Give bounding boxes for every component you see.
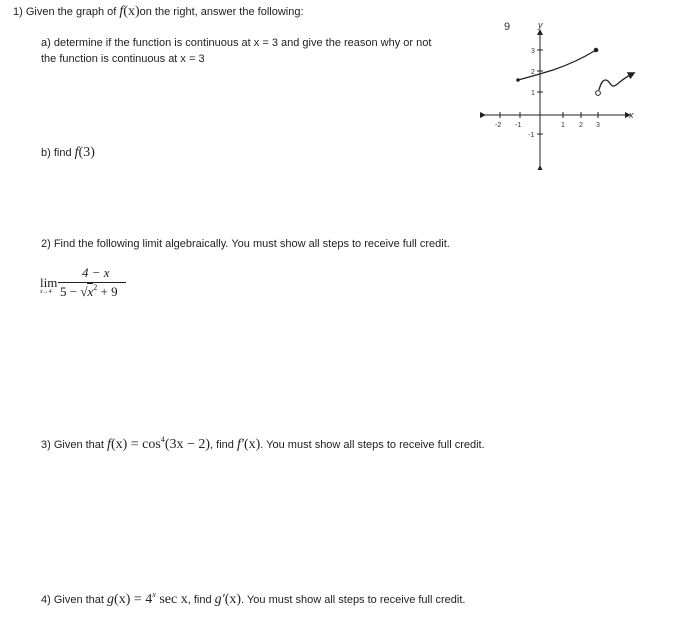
q3-f: f	[107, 437, 111, 452]
q2-numerator: 4 − x	[82, 265, 110, 280]
q3-mid: , find	[210, 439, 234, 451]
q2-den-exp: 2	[93, 283, 98, 292]
q3-exp: 4	[160, 435, 165, 444]
q2-text: 2) Find the following limit algebraically. You must show all steps to receive full credit.	[41, 238, 450, 250]
x-axis-label: x	[629, 110, 634, 120]
q2-denominator	[60, 284, 118, 300]
y-tick-label-3: 3	[531, 48, 535, 55]
y-tick-label-1: 1	[531, 90, 535, 97]
y-tick-label-m1: -1	[528, 132, 535, 139]
q1-intro	[13, 4, 304, 20]
function-graph	[478, 10, 648, 170]
q1-part-a-line2: the function is continuous at x = 3	[41, 53, 205, 65]
q3-pre: 3) Given that	[41, 439, 104, 451]
q2-den-x: x	[87, 284, 94, 299]
q1-intro-post: on the right, answer the following:	[139, 6, 304, 18]
curve-left-endpoint	[516, 78, 520, 82]
q3-inner: (3x − 2)	[164, 437, 211, 452]
graph-corner-mark: 9	[504, 21, 511, 33]
q1-part-b-arg: (3)	[78, 145, 95, 160]
curve-right-piece	[599, 74, 632, 90]
q1-intro-f: f	[119, 4, 124, 19]
q4-gprime: g′	[214, 592, 225, 607]
q3-text	[41, 437, 485, 453]
x-tick-label-1: 1	[561, 122, 565, 129]
q3-post: . You must show all steps to receive full credit.	[260, 439, 485, 451]
q2-den-pre: 5 − √	[60, 284, 88, 299]
q4-mid: , find	[187, 594, 212, 606]
q1-intro-fx-arg: (x)	[123, 4, 140, 19]
q3-fprime: f′	[236, 437, 244, 452]
q3-eq: = cos	[127, 437, 161, 452]
q3-fprime-arg: (x)	[243, 437, 261, 452]
curve-open-point	[596, 91, 601, 96]
q4-post: . You must show all steps to receive full credit.	[241, 594, 466, 606]
curve-closed-point	[594, 48, 599, 53]
q4-exp: x	[152, 590, 156, 599]
x-tick-label-m1: -1	[515, 122, 522, 129]
x-tick-label-2: 2	[579, 122, 583, 129]
x-tick-label-3: 3	[596, 122, 600, 129]
x-tick-label-m2: -2	[495, 122, 502, 129]
curve-left-piece	[518, 50, 596, 80]
q2-den-post: + 9	[97, 284, 118, 299]
q1-part-b-f: f	[74, 145, 79, 160]
q2-lim: lim	[40, 275, 58, 290]
y-tick-label-2: 2	[531, 69, 535, 76]
q2-lim-sub: x→4	[40, 289, 52, 295]
q4-pre: 4) Given that	[41, 594, 104, 606]
q1-part-b	[41, 145, 95, 161]
q4-arg: (x)	[114, 592, 131, 607]
q4-g: g	[107, 592, 115, 607]
y-axis-label: y	[538, 20, 543, 30]
q4-gprime-arg: (x)	[224, 592, 242, 607]
q3-arg: (x)	[110, 437, 128, 452]
q4-text	[41, 592, 465, 608]
q2-limit-expression	[40, 265, 180, 305]
q1-intro-pre: 1) Given the graph of	[13, 6, 117, 18]
q4-eq: = 4	[130, 592, 153, 607]
q1-part-a-line1: a) determine if the function is continuous at x = 3 and give the reason why or not	[41, 37, 432, 49]
q1-part-b-pre: b) find	[41, 147, 72, 159]
q4-tail: sec x	[155, 592, 188, 607]
